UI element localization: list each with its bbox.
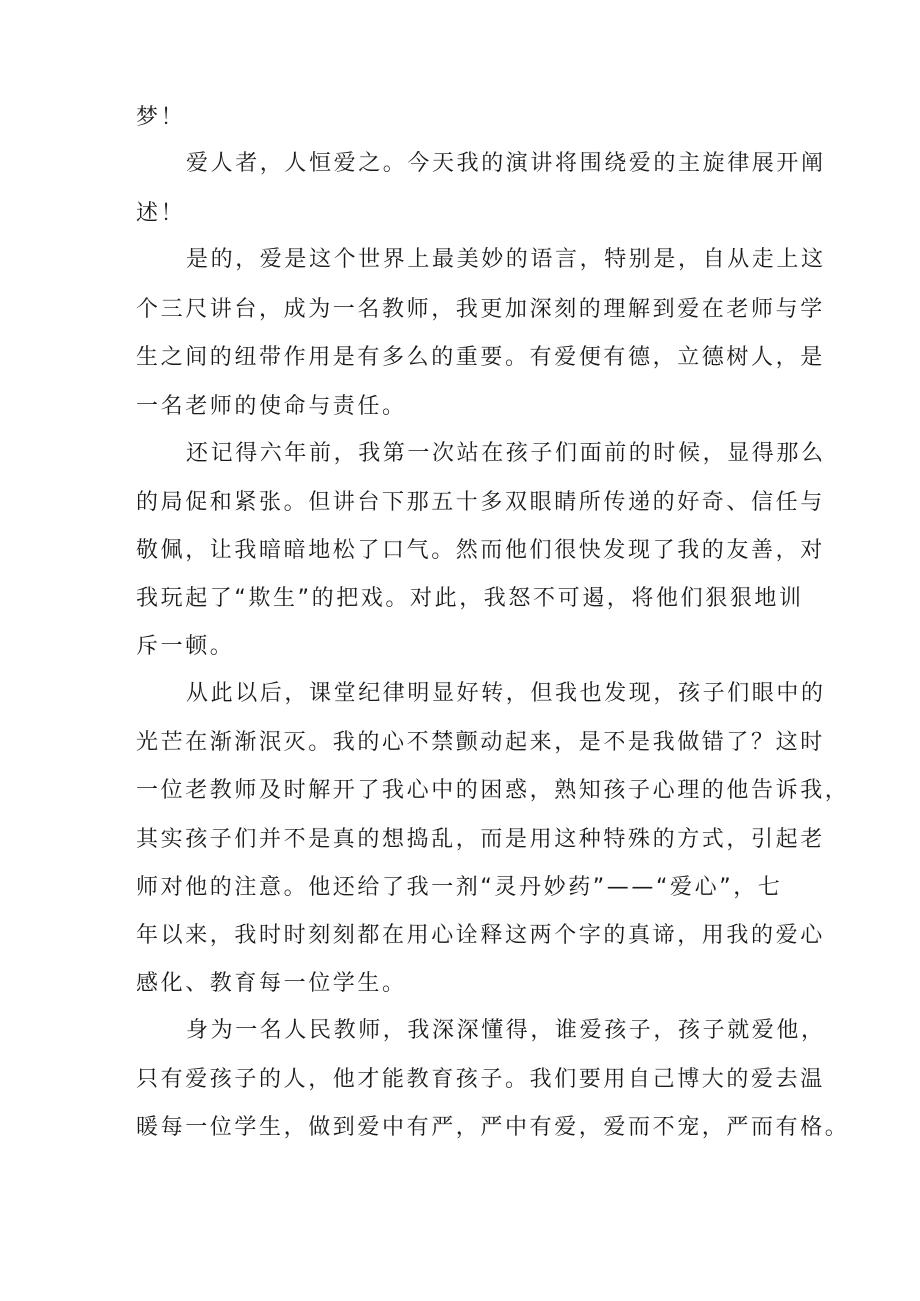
text-line: 的局促和紧张。但讲台下那五十多双眼睛所传递的好奇、信任与 xyxy=(136,490,825,515)
text-line: 师对他的注意。他还给了我一剂“灵丹妙药”——“爱心”，七 xyxy=(136,875,783,900)
text-line: 斥一顿。 xyxy=(136,634,235,659)
text-line: 敬佩，让我暗暗地松了口气。然而他们很快发现了我的友善，对 xyxy=(136,538,825,563)
paragraph-line: 还记得六年前，我第一次站在孩子们面前的时候，显得那么 xyxy=(186,441,826,466)
text-line: 其实孩子们并不是真的想捣乱，而是用这种特殊的方式，引起老 xyxy=(136,827,825,852)
paragraph-line: 身为一名人民教师，我深深懂得，谁爱孩子，孩子就爱他， xyxy=(186,1018,826,1043)
text-line: 年以来，我时时刻刻都在用心诠释这两个字的真谛，用我的爱心 xyxy=(136,923,825,948)
paragraph-line: 从此以后，课堂纪律明显好转，但我也发现，孩子们眼中的 xyxy=(186,681,826,706)
text-line: 感化、教育每一位学生。 xyxy=(136,971,407,996)
text-line: 暖每一位学生，做到爱中有严，严中有爱，爱而不宠，严而有格。 xyxy=(136,1115,850,1140)
paragraph-line: 是的，爱是这个世界上最美妙的语言，特别是，自从走上这 xyxy=(186,247,826,272)
text-line: 只有爱孩子的人，他才能教育孩子。我们要用自己博大的爱去温 xyxy=(136,1067,825,1092)
text-line: 个三尺讲台，成为一名教师，我更加深刻的理解到爱在老师与学 xyxy=(136,297,825,322)
text-line: 生之间的纽带作用是有多么的重要。有爱便有德，立德树人，是 xyxy=(136,345,825,370)
text-line: 述！ xyxy=(136,201,186,226)
text-line: 光芒在渐渐泯灭。我的心不禁颤动起来，是不是我做错了？这时 xyxy=(136,730,825,755)
text-line: 我玩起了“欺生”的把戏。对此，我怒不可遏，将他们狠狠地训 xyxy=(136,586,804,611)
text-line: 一位老教师及时解开了我心中的困惑，熟知孩子心理的他告诉我， xyxy=(136,778,850,803)
text-line: 梦！ xyxy=(136,105,186,130)
text-line: 一名老师的使命与责任。 xyxy=(136,394,407,419)
paragraph-line: 爱人者，人恒爱之。今天我的演讲将围绕爱的主旋律展开阐 xyxy=(186,151,826,176)
